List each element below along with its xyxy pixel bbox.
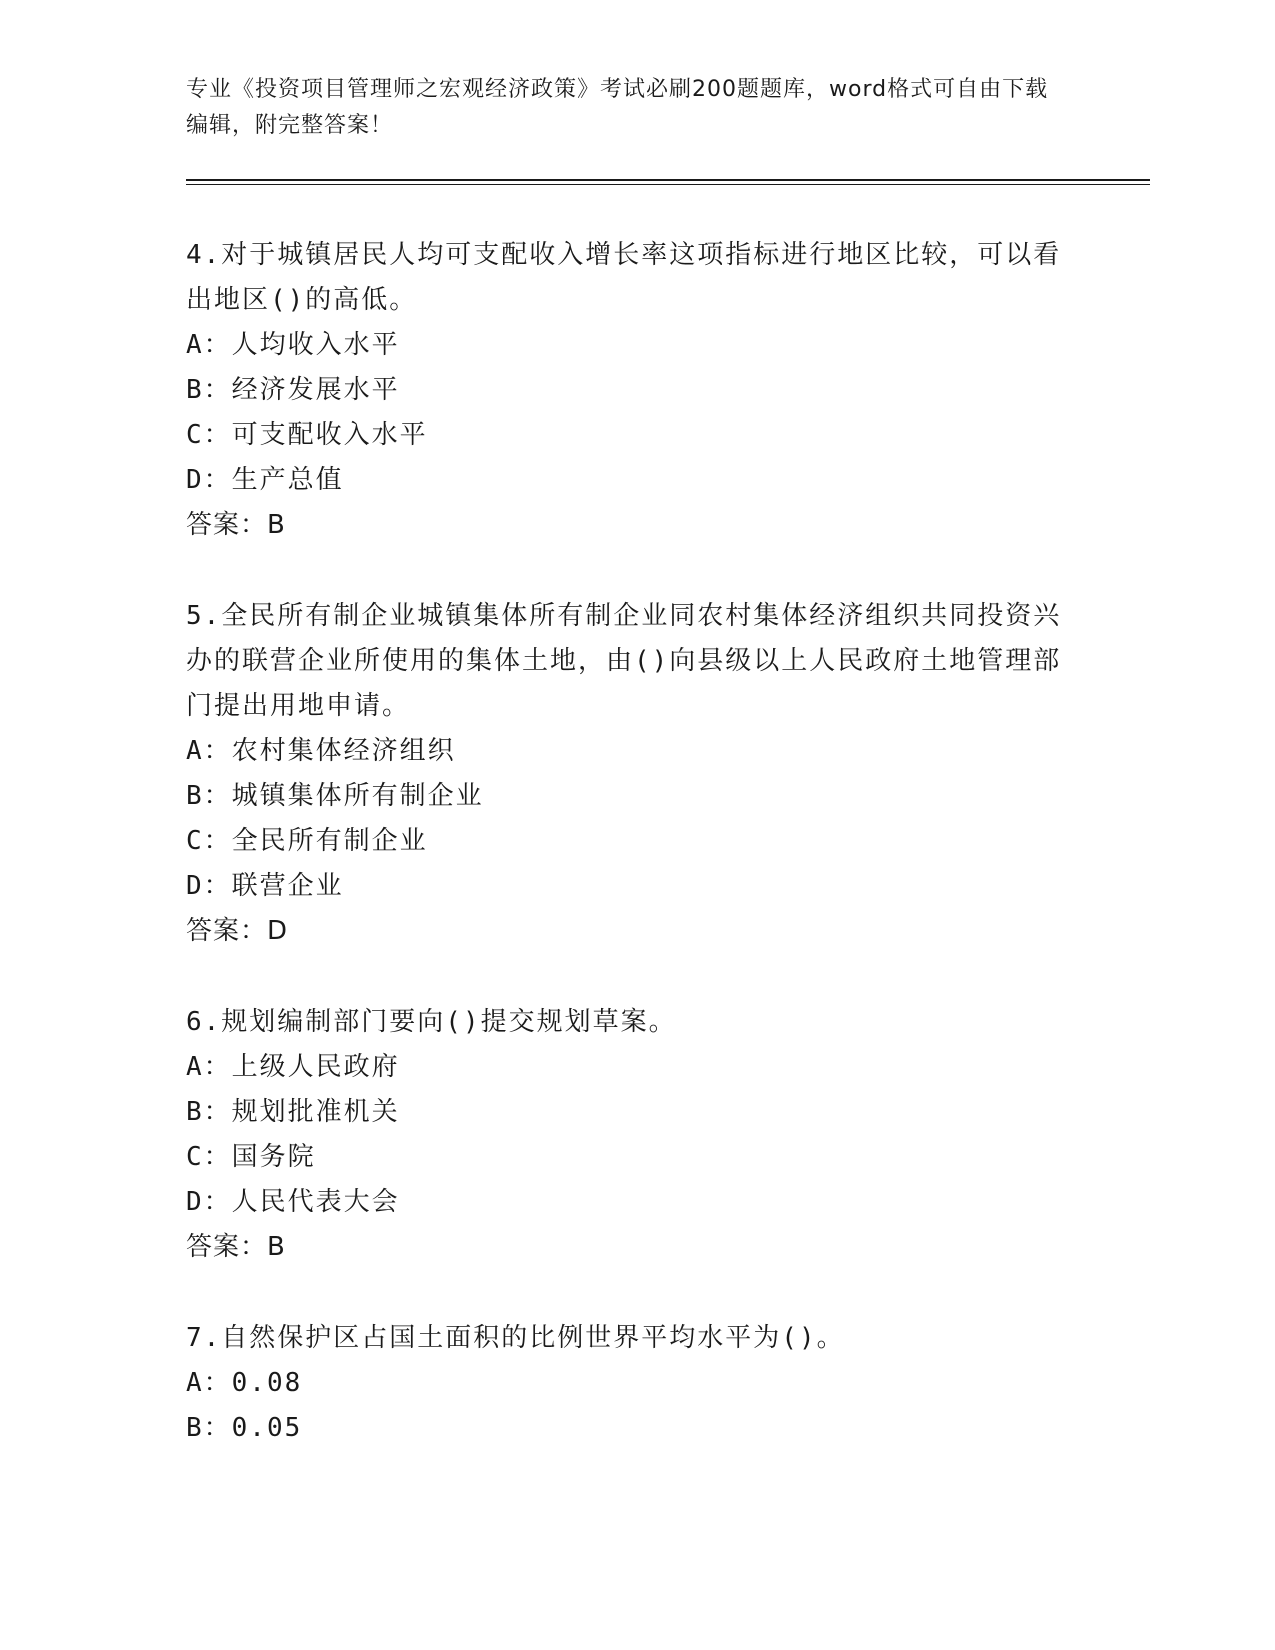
document-header: 专业《投资项目管理师之宏观经济政策》考试必刷200题题库，word格式可自由下载编辑，附完整答案！ bbox=[186, 77, 1049, 138]
header-divider-thin bbox=[186, 184, 1150, 185]
question-list bbox=[186, 233, 1066, 1497]
option-a: A：农村集体经济组织 bbox=[186, 736, 456, 766]
question-stem: 7.自然保护区占国土面积的比例世界平均水平为()。 bbox=[186, 1323, 845, 1353]
header-divider bbox=[186, 179, 1150, 181]
option-d: D：人民代表大会 bbox=[186, 1187, 400, 1217]
answer-line: 答案：B bbox=[186, 1232, 286, 1262]
option-b: B：0.05 bbox=[186, 1413, 303, 1443]
option-d: D：联营企业 bbox=[186, 871, 344, 901]
answer-line: 答案：B bbox=[186, 510, 286, 540]
option-b: B：城镇集体所有制企业 bbox=[186, 781, 484, 811]
option-b: B：规划批准机关 bbox=[186, 1097, 400, 1127]
option-c: C：全民所有制企业 bbox=[186, 826, 428, 856]
option-c: C：国务院 bbox=[186, 1142, 316, 1172]
option-d: D：生产总值 bbox=[186, 465, 344, 495]
question-stem: 4.对于城镇居民人均可支配收入增长率这项指标进行地区比较，可以看出地区()的高低。 bbox=[186, 240, 1062, 315]
option-a: A：人均收入水平 bbox=[186, 330, 400, 360]
option-b: B：经济发展水平 bbox=[186, 375, 400, 405]
answer-line: 答案：D bbox=[186, 916, 289, 946]
option-c: C：可支配收入水平 bbox=[186, 420, 428, 450]
question-stem: 5.全民所有制企业城镇集体所有制企业同农村集体经济组织共同投资兴办的联营企业所使用的集体土地，由()向县级以上人民政府土地管理部门提出用地申请。 bbox=[186, 601, 1062, 721]
question-5 bbox=[186, 594, 1066, 954]
question-7 bbox=[186, 1316, 1066, 1451]
option-a: A：0.08 bbox=[186, 1368, 303, 1398]
question-6 bbox=[186, 1000, 1066, 1270]
option-a: A：上级人民政府 bbox=[186, 1052, 400, 1082]
question-4 bbox=[186, 233, 1066, 548]
question-stem: 6.规划编制部门要向()提交规划草案。 bbox=[186, 1007, 677, 1037]
